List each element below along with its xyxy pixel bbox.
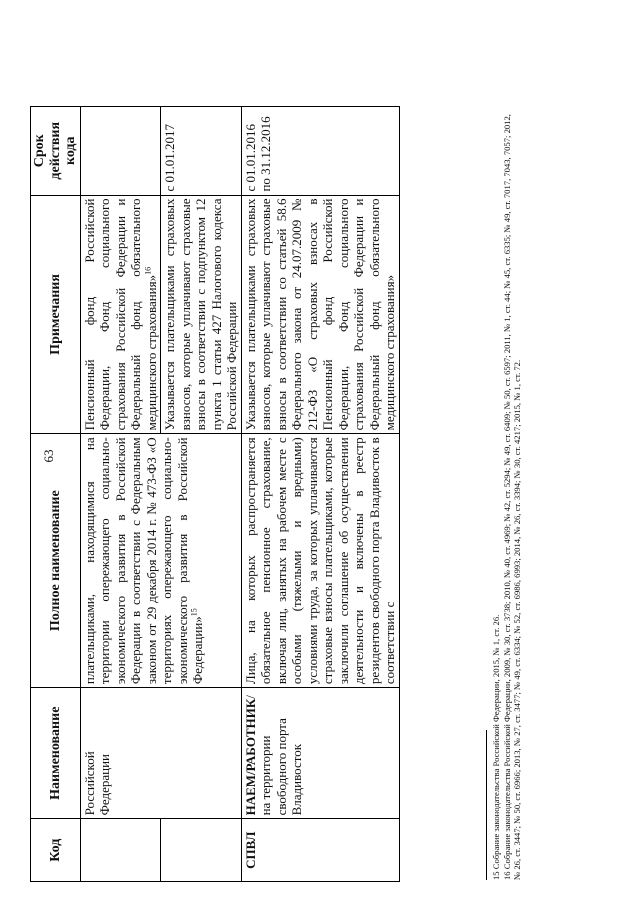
header-term: Срок действия кода (31, 107, 81, 196)
notes-text: Пенсионный фонд Российской Федерации, Фонд социального страхования Российской Федерации и Федеральный фонд обязательного медицинского страхования» (81, 198, 159, 431)
cell-code (80, 819, 161, 882)
cell-name (241, 688, 399, 819)
header-notes: Примечания (31, 195, 81, 434)
table-row (80, 107, 161, 882)
cell-full-name (80, 434, 241, 688)
cell-term: с 01.01.2016 по 31.12.2016 (241, 107, 399, 196)
cell-notes: Указывается плательщиками страховых взносов, которые уплачивают страховые взносы в соответствии со статьей 58.6 Федерального закона от 24.07.2009 № 212-ФЗ «О страховых взносах в Пенсионный фонд Российской Федерации, Фонд социального страхования Российской Федерации и Федеральный фонд обязательного медицинского страхования» (241, 195, 399, 434)
header-code: Код (31, 819, 81, 882)
table-row (241, 107, 399, 882)
footnote-15: 15 Собрание законодательства Российской Федерации, 2015, № 1, ст. 26. (491, 614, 501, 880)
footnotes (486, 110, 523, 880)
cell-name: Российской Федерации (80, 688, 241, 819)
footnote-ref: 16 (143, 266, 153, 275)
cell-full-name: Лица, на которых распространяется обязательное пенсионное страхование, включая лиц, занятых на рабочем месте с особыми (тяжелыми и вредными) условиями труда, за которых уплачиваются страховые взносы плательщиками, которые заключили соглашение об осуществлении деятельности и включены в реестр резидентов свободного порта Владивосток в соответствии с (241, 434, 399, 688)
rotated-page (26, 96, 616, 886)
footnote-ref: 15 (189, 608, 199, 617)
footnote-divider (486, 730, 487, 880)
cell-term (80, 107, 161, 196)
cell-term: с 01.01.2017 (161, 107, 242, 196)
cell-code (161, 819, 242, 882)
full-name-text: плательщиками, находящимися на территории опережающего социально-экономического развития в Российской Федерации в соответствии с Федеральным законом от 29 декабря 2014 г. № 473-ФЗ «О территориях опережающего социально-экономического развития в Российской Федерации» (81, 437, 205, 685)
table-header-row (31, 107, 81, 882)
codes-table (30, 106, 400, 882)
cell-code: СПВЛ (241, 819, 399, 882)
cell-notes: Указывается плательщиками страховых взносов, которые уплачивают страховые взносы в соответствии с подпунктом 12 пункта 1 статьи 427 Налогового кодекса Российской Федерации (161, 195, 242, 434)
name-text: / на территории свободного порта Владивосток (242, 695, 304, 816)
header-full-name: Полное наименование (31, 434, 81, 688)
cell-notes (80, 195, 161, 434)
page-number: 63 (41, 449, 56, 463)
name-bold: НАЕМ/РАБОТНИК (242, 698, 258, 816)
footnote-16: 16 Собрание законодательства Российской Федерации, 2009, № 30, ст. 3738; 2010, № 40, ст. 4969; № 42, ст. 5294; № 49, ст. 6409; № 50, ст. 6597; 2011, № 1, ст. 44; № 45, ст. 6335; № 49, ст. 7017, 7043, 7057; 2012, № 26, ст. 3447; № 50, ст. 6966; 2013, № 27, ст. 3477; № 49, ст. 6334; № 52, ст. 6986, 6993; 2014, № 26, ст. 3394; № 30, ст. 4217; 2015, № 1, ст. 72. (501, 114, 522, 880)
header-name: Наименование (31, 688, 81, 819)
